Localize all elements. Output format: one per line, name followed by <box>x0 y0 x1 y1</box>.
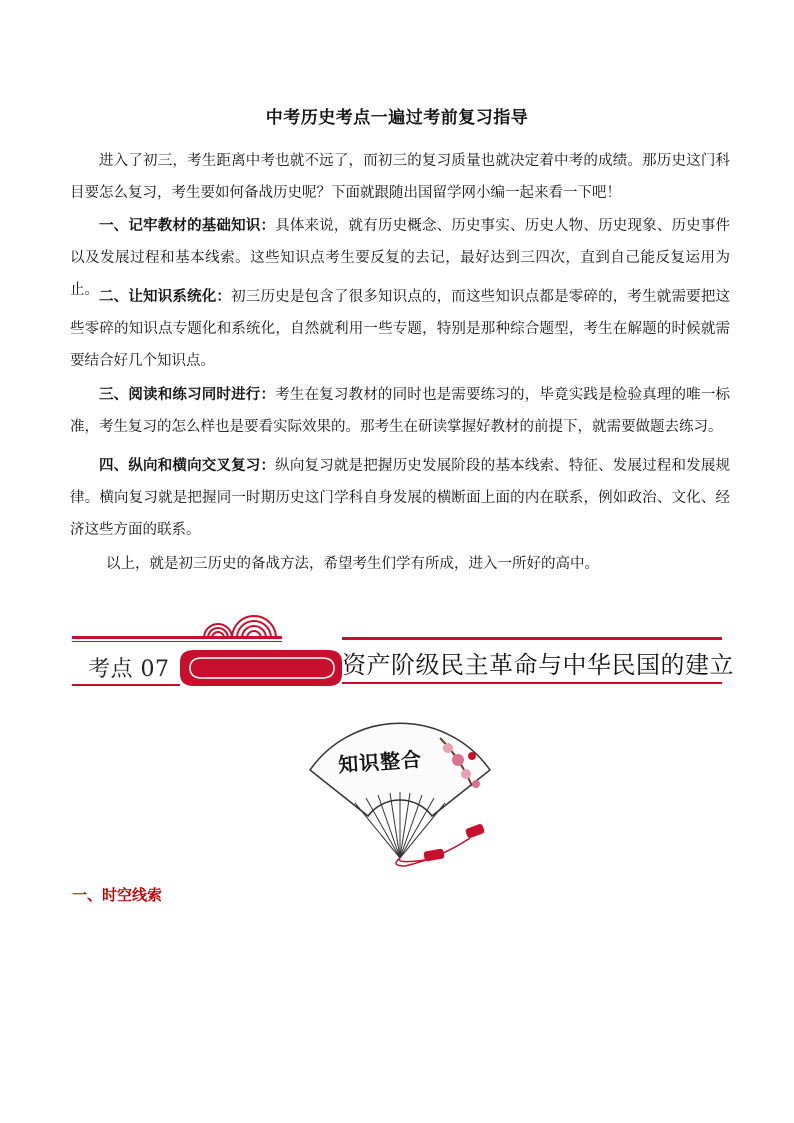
fan-ribs <box>355 792 445 858</box>
tip-text-2: 初三历史是包含了很多知识点的，而这些知识点都是零碎的，考生就需要把这些零碎的知识点专题化和系统化，自然就利用一些专题，特别是那种综合题型，考生在解题的时候就需要结合好几个知识点。 <box>70 289 730 369</box>
topic-number-label: 考点 07 <box>88 657 170 682</box>
fan-icon <box>300 708 500 868</box>
tip-lead-1: 一、记牢教材的基础知识： <box>99 218 276 234</box>
tip-paragraph-3 <box>70 379 730 443</box>
banner-bottom-rule-left <box>72 684 180 686</box>
banner-top-rule-left-thin <box>72 641 282 642</box>
document-title: 中考历史考点一遍过考前复习指导 <box>265 108 529 128</box>
banner-bottom-rule-right <box>342 682 722 684</box>
tip-paragraph-4 <box>70 450 730 546</box>
banner-top-rule-left <box>72 636 282 639</box>
fan-title: 知识整合 <box>337 747 423 777</box>
knowledge-fan-graphic <box>300 708 500 868</box>
section-heading: 一、时空线索 <box>72 886 163 904</box>
banner-top-rule-right <box>342 637 722 640</box>
tip-text-1: 具体来说，就有历史概念、历史事实、历史人物、历史现象、历史事件以及发展过程和基本线索。这些知识点考生要反复的去记，最好达到三四次，直到自己能反复运用为止。 <box>70 218 731 298</box>
topic-heading: 资产阶级民主革命与中华民国的建立 <box>342 651 734 679</box>
tip-text-4: 纵向复习就是把握历史发展阶段的基本线索、特征、发展过程和发展规律。横向复习就是把握同一时期历史这门学科自身发展的横断面上面的内在联系，例如政治、文化、经济这些方面的联系。 <box>70 458 731 538</box>
banner-sun-icon <box>204 616 276 638</box>
banner-scroll-body <box>180 650 342 686</box>
tip-lead-3: 三、阅读和练习同时进行： <box>99 387 276 403</box>
tip-lead-4: 四、纵向和横向交叉复习： <box>99 458 276 474</box>
tip-paragraph-2 <box>70 281 730 377</box>
tip-text-3: 考生在复习教材的同时也是需要练习的，毕竟实践是检验真理的唯一标准，考生复习的怎么样也是要看实际效果的。那考生在研读掌握好教材的前提下，就需要做题去练习。 <box>70 387 731 435</box>
topic-banner <box>72 610 732 700</box>
tip-lead-2: 二、让知识系统化： <box>99 289 232 305</box>
intro-paragraph: 进入了初三，考生距离中考也就不远了，而初三的复习质量也就决定着中考的成绩。那历史这门科目要怎么复习，考生要如何备战历史呢？下面就跟随出国留学网小编一起来看一下吧！ <box>70 153 730 201</box>
conclusion-paragraph: 以上，就是初三历史的备战方法，希望考生们学有所成，进入一所好的高中。 <box>106 556 599 572</box>
